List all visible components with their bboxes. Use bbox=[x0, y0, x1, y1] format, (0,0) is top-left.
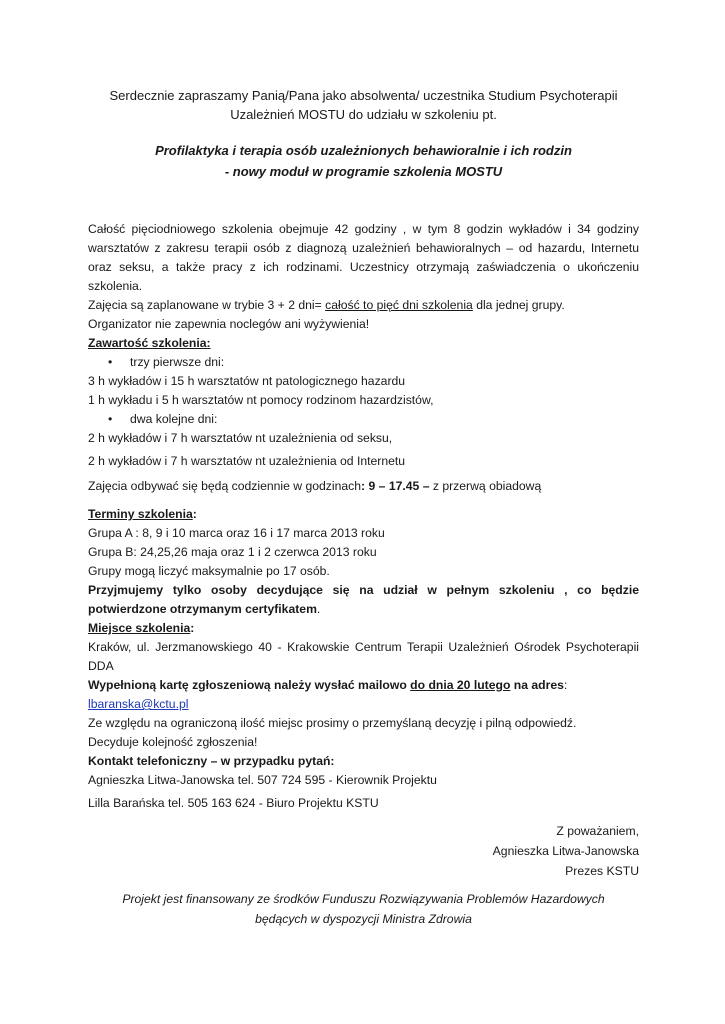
funding-footer-line-1: Projekt jest finansowany ze środków Funduszu Rozwiązywania Problemów Hazardowych bbox=[122, 892, 605, 906]
application-instruction: Wypełnioną kartę zgłoszeniową należy wysłać mailowo do dnia 20 lutego na adres: bbox=[88, 678, 568, 692]
funding-footer bbox=[88, 889, 639, 929]
contact-heading: Kontakt telefoniczny – w przypadku pytań: bbox=[88, 754, 335, 768]
first-days-item-1: 3 h wykładów i 15 h warsztatów nt patologicznego hazardu bbox=[88, 374, 406, 388]
email-link[interactable]: lbaranska@kctu.pl bbox=[88, 697, 189, 711]
no-accommodation-note: Organizator nie zapewnia noclegów ani wyżywienia! bbox=[88, 317, 370, 331]
group-a-dates: Grupa A : 8, 9 i 10 marca oraz 16 i 17 marca 2013 roku bbox=[88, 526, 385, 540]
invitation-header bbox=[88, 86, 639, 124]
application-order-note: Decyduje kolejność zgłoszenia! bbox=[88, 735, 258, 749]
signature-role: Prezes KSTU bbox=[565, 864, 639, 878]
letter-body bbox=[88, 220, 639, 881]
limited-places-note: Ze względu na ograniczoną ilość miejsc prosimy o przemyślaną decyzję i pilną odpowiedź. bbox=[88, 716, 577, 730]
contact-person-1: Agnieszka Litwa-Janowska tel. 507 724 595 - Kierownik Projektu bbox=[88, 773, 437, 787]
application-deadline: do dnia 20 lutego bbox=[410, 678, 511, 692]
course-title-line-2: - nowy moduł w programie szkolenia MOSTU bbox=[224, 164, 503, 179]
group-b-dates: Grupa B: 24,25,26 maja oraz 1 i 2 czerwca 2013 roku bbox=[88, 545, 377, 559]
funding-footer-line-2: będących w dyspozycji Ministra Zdrowia bbox=[255, 912, 472, 926]
venue-address: Kraków, ul. Jerzmanowskiego 40 - Krakowskie Centrum Terapii Uzależnień Ośrodek Psychoterapii DDA bbox=[88, 640, 639, 673]
group-capacity: Grupy mogą liczyć maksymalnie po 17 osób. bbox=[88, 564, 330, 578]
contact-person-2: Lilla Barańska tel. 505 163 624 - Biuro Projektu KSTU bbox=[88, 796, 379, 810]
list-item: • dwa kolejne dni: bbox=[88, 410, 639, 429]
bullet-icon: • bbox=[108, 412, 113, 426]
invitation-line-1: Serdecznie zapraszamy Panią/Pana jako absolwenta/ uczestnika Studium Psychoterapii bbox=[109, 88, 618, 103]
venue-heading: Miejsce szkolenia: bbox=[88, 621, 195, 635]
list-item: • trzy pierwsze dni: bbox=[88, 353, 639, 372]
invitation-line-2: Uzależnień MOSTU do udziału w szkoleniu pt. bbox=[230, 107, 497, 122]
next-days-item-2: 2 h wykładów i 7 h warsztatów nt uzależnienia od Internetu bbox=[88, 454, 406, 468]
application-email-line bbox=[88, 695, 639, 714]
signature-greeting: Z poważaniem, bbox=[556, 824, 639, 838]
first-days-item-2: 1 h wykładu i 5 h warsztatów nt pomocy rodzinom hazardzistów, bbox=[88, 393, 434, 407]
content-heading: Zawartość szkolenia: bbox=[88, 336, 211, 350]
schedule-note: Zajęcia są zaplanowane w trybie 3 + 2 dni= całość to pięć dni szkolenia dla jednej grupy. bbox=[88, 298, 565, 312]
signature-name: Agnieszka Litwa-Janowska bbox=[492, 844, 639, 858]
daily-hours: Zajęcia odbywać się będą codziennie w godzinach: 9 – 17.45 – z przerwą obiadową bbox=[88, 479, 542, 493]
signature-block bbox=[88, 821, 639, 881]
next-days-list bbox=[88, 410, 639, 429]
bullet-icon: • bbox=[108, 355, 113, 369]
first-days-list bbox=[88, 353, 639, 372]
schedule-note-underlined: całość to pięć dni szkolenia bbox=[325, 298, 473, 312]
course-title bbox=[88, 140, 639, 182]
next-days-item-1: 2 h wykładów i 7 h warsztatów nt uzależnienia od seksu, bbox=[88, 431, 393, 445]
course-title-line-1: Profilaktyka i terapia osób uzależnionych behawioralnie i ich rodzin bbox=[155, 143, 572, 158]
terms-heading: Terminy szkolenia: bbox=[88, 507, 197, 521]
full-participation-note: Przyjmujemy tylko osoby decydujące się na udział w pełnym szkoleniu , co będzie potwierdzone otrzymanym certyfikatem. bbox=[88, 583, 639, 616]
course-description: Całość pięciodniowego szkolenia obejmuje 42 godziny , w tym 8 godzin wykładów i 34 godziny warsztatów z zakresu terapii osób z diagnozą uzależnień behawioralnych – od hazardu, Internetu oraz seksu, a także pracy z ich rodzinami. Uczestnicy otrzymają zaświadczenia o ukończeniu szkolenia. bbox=[88, 222, 639, 293]
